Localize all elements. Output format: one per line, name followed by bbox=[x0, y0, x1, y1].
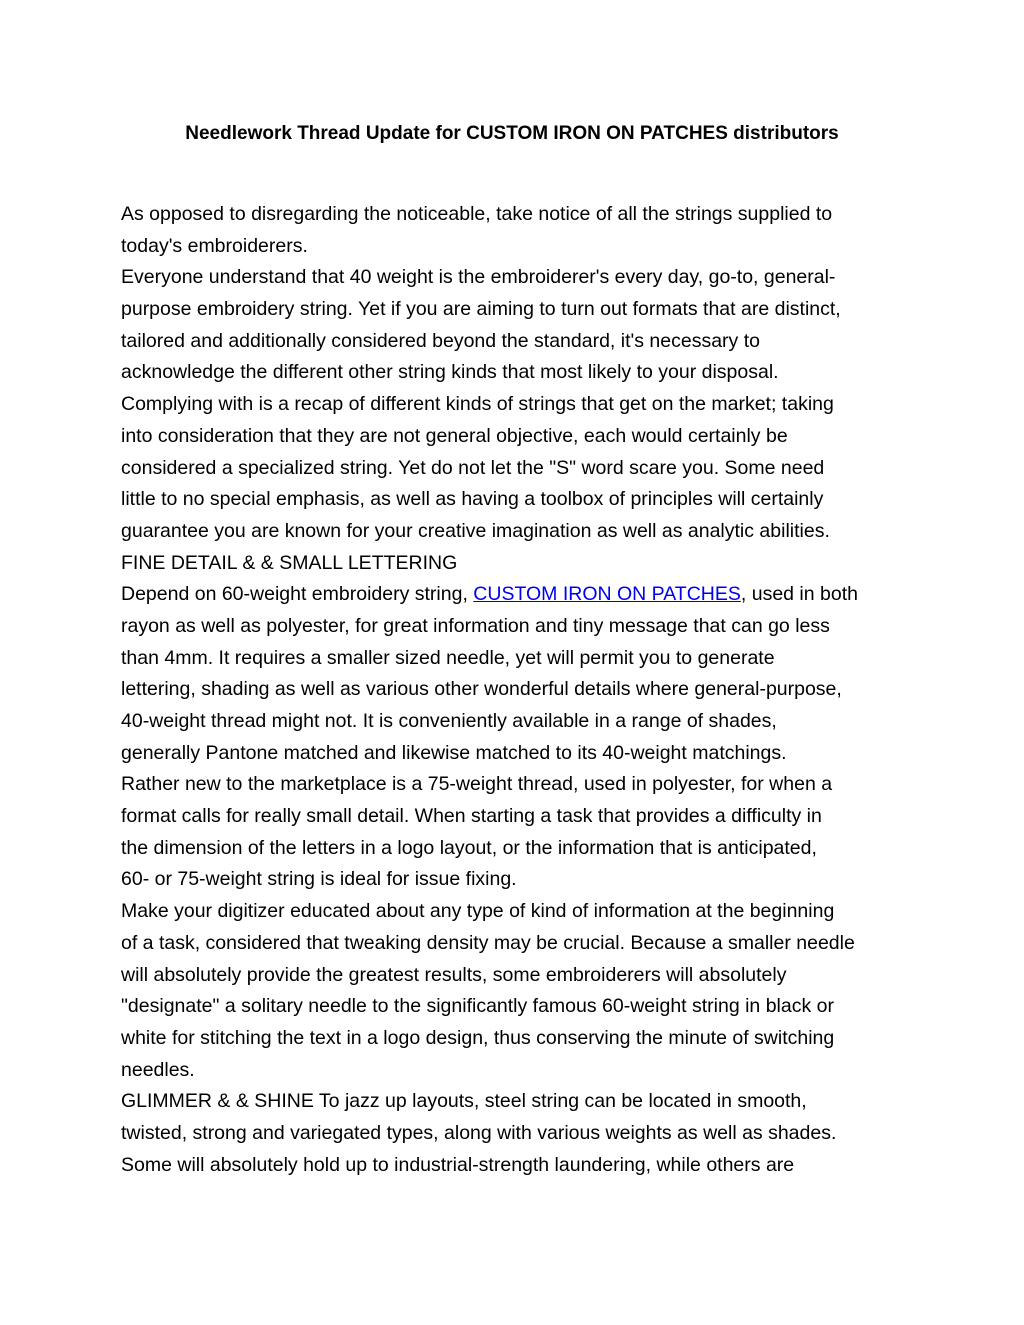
body-line: generally Pantone matched and likewise matched to its 40-weight matchings. bbox=[121, 741, 787, 764]
body-line: of a task, considered that tweaking density may be crucial. Because a smaller needle bbox=[121, 931, 855, 954]
body-line: than 4mm. It requires a smaller sized needle, yet will permit you to generate bbox=[121, 646, 775, 669]
body-line: little to no special emphasis, as well as having a toolbox of principles will certainly bbox=[121, 488, 824, 511]
body-line: purpose embroidery string. Yet if you are aiming to turn out formats that are distinct, bbox=[121, 298, 841, 321]
body-line: Everyone understand that 40 weight is the embroiderer's every day, go-to, general- bbox=[121, 266, 836, 289]
body-line: Rather new to the marketplace is a 75-weight thread, used in polyester, for when a bbox=[121, 773, 833, 796]
body-line: white for stitching the text in a logo design, thus conserving the minute of switching bbox=[121, 1026, 835, 1049]
body-line: the dimension of the letters in a logo layout, or the information that is anticipated, bbox=[121, 836, 817, 859]
document-body bbox=[121, 199, 921, 1181]
body-line: needles. bbox=[121, 1058, 195, 1081]
body-line: 60- or 75-weight string is ideal for issue fixing. bbox=[121, 868, 517, 891]
body-line-with-link bbox=[121, 579, 921, 611]
body-line: will absolutely provide the greatest results, some embroiderers will absolutely bbox=[121, 963, 787, 986]
body-line: guarantee you are known for your creative imagination as well as analytic abilities. bbox=[121, 519, 830, 542]
link-line-before: Depend on 60-weight embroidery string, bbox=[121, 583, 474, 606]
body-line: considered a specialized string. Yet do not let the "S" word scare you. Some need bbox=[121, 456, 825, 479]
body-line: twisted, strong and variegated types, along with various weights as well as shades. bbox=[121, 1121, 837, 1144]
body-line: tailored and additionally considered beyond the standard, it's necessary to bbox=[121, 329, 760, 352]
custom-iron-on-patches-link[interactable]: CUSTOM IRON ON PATCHES bbox=[473, 583, 741, 606]
section-heading-fine-detail: FINE DETAIL & & SMALL LETTERING bbox=[121, 551, 458, 574]
body-line: Complying with is a recap of different kinds of strings that get on the market; taking bbox=[121, 393, 834, 416]
body-line: format calls for really small detail. When starting a task that provides a difficulty in bbox=[121, 805, 822, 828]
body-line: 40-weight thread might not. It is conveniently available in a range of shades, bbox=[121, 710, 777, 732]
body-line: As opposed to disregarding the noticeable, take notice of all the strings supplied to bbox=[121, 203, 833, 225]
body-line: rayon as well as polyester, for great information and tiny message that can go less bbox=[121, 614, 830, 637]
body-line: today's embroiderers. bbox=[121, 234, 308, 257]
body-line: Make your digitizer educated about any type of kind of information at the beginning bbox=[121, 900, 835, 923]
body-line: acknowledge the different other string kinds that most likely to your disposal. bbox=[121, 361, 779, 384]
link-line-after: , used in both bbox=[740, 583, 858, 606]
document-title: Needlework Thread Update for CUSTOM IRON ON PATCHES distributors bbox=[185, 123, 839, 144]
body-line: Some will absolutely hold up to industrial-strength laundering, while others are bbox=[121, 1153, 795, 1176]
body-line: into consideration that they are not general objective, each would certainly be bbox=[121, 424, 788, 447]
section-heading-glimmer: GLIMMER & & SHINE To jazz up layouts, steel string can be located in smooth, bbox=[121, 1090, 807, 1113]
body-line: lettering, shading as well as various other wonderful details where general-purpose, bbox=[121, 678, 842, 701]
body-line: "designate" a solitary needle to the significantly famous 60-weight string in black or bbox=[121, 995, 834, 1018]
